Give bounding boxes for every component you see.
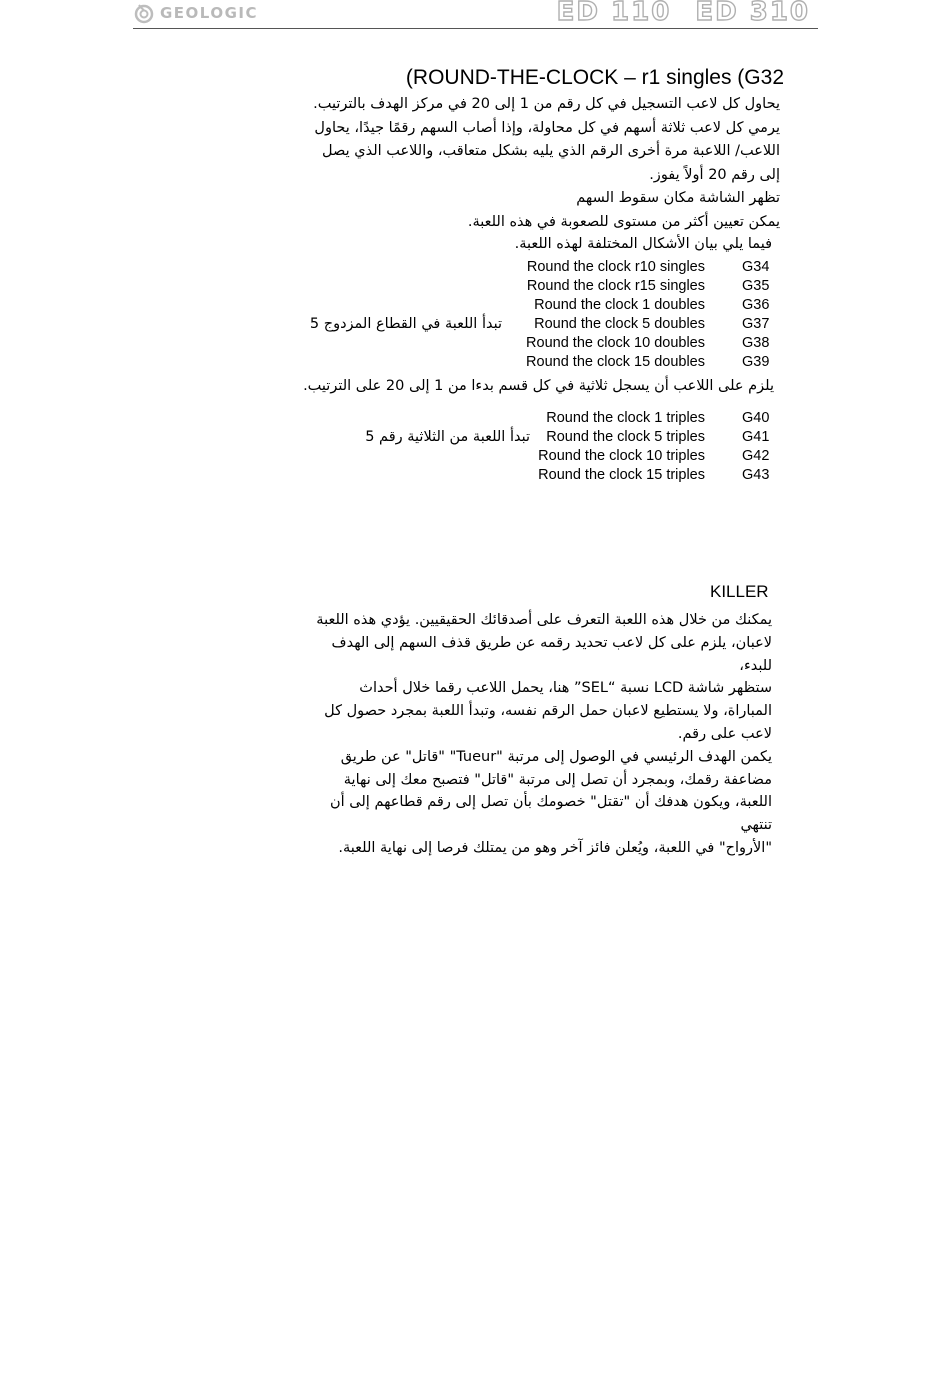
triples-row xyxy=(0,410,950,429)
brand-name: GEOLOGIC xyxy=(160,4,258,22)
paragraph-line: تظهر الشاشة مكان سقوط السهم xyxy=(576,190,780,206)
variants-intro: فيما يلي بيان الأشكال المختلفة لهذه اللعبة. xyxy=(514,236,772,252)
variant-name: Round the clock 10 triples xyxy=(538,448,705,464)
paragraph-line: يمكنك من خلال هذه اللعبة التعرف على أصدقائك الحقيقيين. يؤدي هذه اللعبة xyxy=(316,612,772,628)
variant-code: G42 xyxy=(742,448,770,464)
section-title-killer: KILLER xyxy=(710,582,769,601)
paragraph-line: إلى رقم 20 أولاً يفوز. xyxy=(649,166,780,183)
header-divider xyxy=(133,28,818,29)
paragraph-line: مضاعفة رقمك، وبمجرد أن تصل إلى مرتبة "قاتل" فتصبح معك إلى نهاية xyxy=(343,771,772,788)
variant-name: Round the clock r10 singles xyxy=(526,259,705,275)
model-ed110: ED 110 xyxy=(556,0,672,27)
variant-name: Round the clock 10 doubles xyxy=(526,335,705,351)
section-title-round-the-clock: (ROUND-THE-CLOCK – r1 singles (G32 xyxy=(405,66,784,89)
triples-requirement: يلزم على اللاعب أن يسجل ثلاثية في كل قسم بدءا من 1 إلى 20 على الترتيب. xyxy=(303,378,774,394)
paragraph-line: يمكن تعيين أكثر من مستوى للصعوبة في هذه اللعبة. xyxy=(467,213,780,230)
variant-code: G43 xyxy=(742,467,770,483)
variant-row xyxy=(0,335,950,354)
variant-row xyxy=(0,354,950,373)
paragraph-line: لاعبان، يلزم على كل لاعب تحديد رقمه عن طريق قذف السهم إلى الهدف للبدء، xyxy=(331,634,772,674)
variant-row xyxy=(0,297,950,316)
paragraph-line: المباراة، ولا يستطيع لاعبان حمل الرقم نفسه، وتبدأ اللعبة بمجرد حصول كل xyxy=(324,703,772,720)
paragraph-line: يحاول كل لاعب التسجيل في كل رقم من 1 إلى 20 في مركز الهدف بالترتيب. xyxy=(313,96,780,112)
paragraph-line: يكمن الهدف الرئيسي في الوصول إلى مرتبة "Tueur" "قاتل" عن طريق xyxy=(340,748,772,765)
variant-row xyxy=(0,316,950,335)
triples-row xyxy=(0,448,950,467)
round-the-clock-description xyxy=(310,93,780,234)
variant-code: G39 xyxy=(742,354,770,370)
variant-code: G38 xyxy=(742,335,770,351)
variant-name: Round the clock 1 doubles xyxy=(534,297,705,313)
paragraph-line: "الأرواح" في اللعبة، ويُعلن فائز آخر وهو من يمتلك فرصا إلى نهاية اللعبة. xyxy=(338,839,772,856)
variant-note: تبدأ اللعبة من الثلاثية رقم 5 xyxy=(365,429,530,445)
variant-code: G41 xyxy=(742,429,770,445)
brand-logo xyxy=(133,2,258,24)
paragraph-line: اللاعب/ اللاعبة مرة أخرى الرقم الذي يليه بشكل متعاقب، واللاعب الذي يصل xyxy=(322,143,780,159)
paragraph-line: اللعبة، ويكون هدفك أن "تقتل" خصومك بأن تصل إلى رقم قطاعهم إلى أن تنتهي xyxy=(330,794,772,834)
paragraph-line: لاعب على رقم. xyxy=(677,725,772,742)
paragraph-line: يرمي كل لاعب ثلاثة أسهم في كل محاولة، وإذا أصاب السهم رقمًا جيدًا، يحاول xyxy=(314,119,780,136)
variant-name: Round the clock 1 triples xyxy=(546,410,705,426)
model-ed310: ED 310 xyxy=(695,0,810,27)
triples-row xyxy=(0,467,950,486)
geologic-swirl-icon xyxy=(133,2,155,24)
variant-code: G36 xyxy=(742,297,770,313)
triples-row xyxy=(0,429,950,448)
variant-row xyxy=(0,259,950,278)
variant-code: G35 xyxy=(742,278,770,294)
variant-name: Round the clock 15 triples xyxy=(538,467,705,483)
model-names xyxy=(533,0,810,27)
variant-code: G40 xyxy=(742,410,770,426)
variant-name: Round the clock 5 triples xyxy=(546,429,705,445)
variant-code: G34 xyxy=(742,259,770,275)
variant-code: G37 xyxy=(742,316,770,332)
variant-name: Round the clock 5 doubles xyxy=(534,316,705,332)
variant-row xyxy=(0,278,950,297)
killer-description xyxy=(297,609,772,860)
variant-name: Round the clock r15 singles xyxy=(526,278,705,294)
paragraph-line: ستظهر شاشة LCD نسبة “SEL” هنا، يحمل اللاعب رقما خلال أحداث xyxy=(359,680,772,697)
variant-name: Round the clock 15 doubles xyxy=(526,354,705,370)
variant-note: تبدأ اللعبة في القطاع المزدوج 5 xyxy=(309,316,502,332)
